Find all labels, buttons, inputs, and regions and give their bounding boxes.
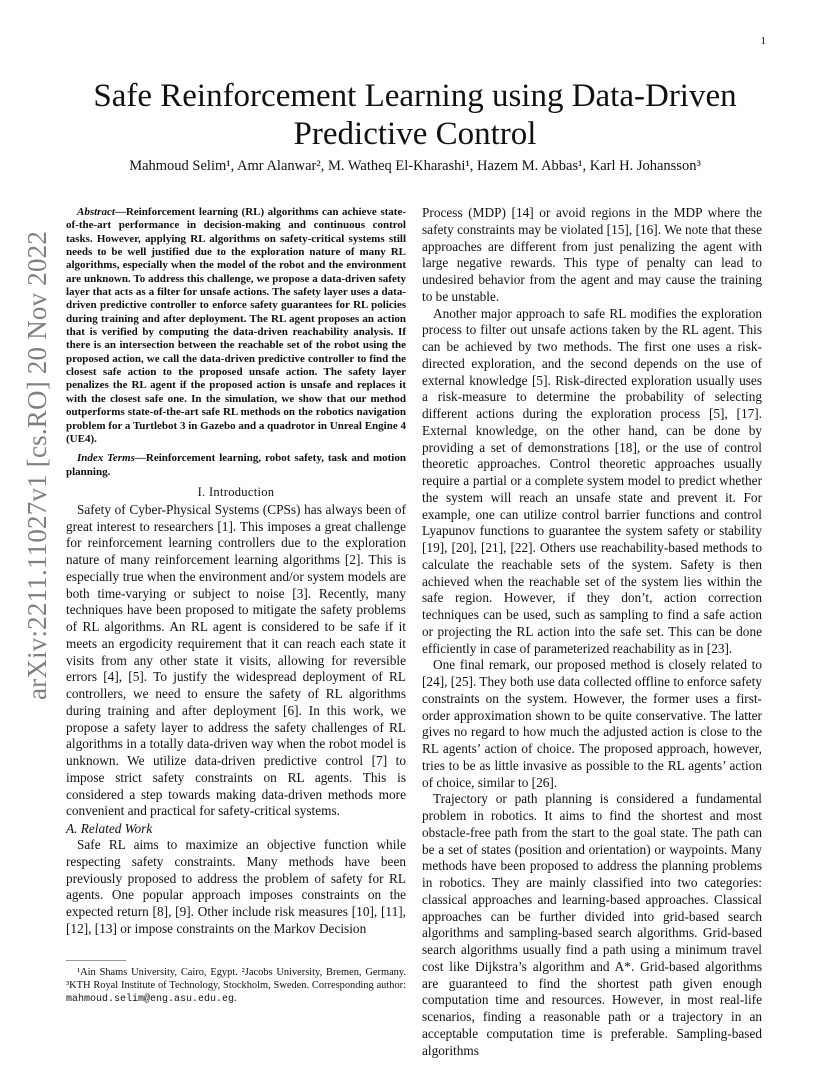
affiliation-footnote: [66, 966, 406, 1006]
abstract-label: Abstract: [77, 206, 115, 218]
section-heading-introduction: I. Introduction: [197, 484, 275, 499]
subsection-heading-related-work: A. Related Work: [66, 821, 153, 837]
page-number: 1: [760, 35, 766, 47]
index-terms: [66, 452, 406, 479]
related-work-paragraph-1: Safe RL aims to maximize an objective function while respecting safety constraints. Many methods have been previously proposed to address the problem of safety for RL agents. One popular approach imposes constraints on the expected return [8], [9]. Other include risk measures [10], [11], [12], [13] or impose constraints on the Markov Decision: [66, 837, 406, 936]
footnote-text: ¹Ain Shams University, Cairo, Egypt. ²Jacobs University, Bremen, Germany. ³KTH Royal Institute of Technology, Stockholm, Sweden. Corresponding author:: [66, 967, 406, 991]
paper-title: Safe Reinforcement Learning using Data-Driven Predictive Control: [93, 78, 737, 152]
index-terms-text: —Reinforcement learning, robot safety, task and motion planning.: [66, 452, 406, 478]
corresponding-email: mahmoud.selim@eng.asu.edu.eg: [66, 994, 235, 1005]
right-paragraph-exploration: Another major approach to safe RL modifies the exploration process to filter out unsafe actions taken by the RL agent. This can be achieved by two methods. The first one uses a risk-directed exploration, and the second depends on the use of external knowledge [5]. Risk-directed exploration usually uses a risk-measure to determine the probability of selecting different actions during the exploration process [5], [17]. External knowledge, on the other hand, can be done by providing a set of demonstrations [18], or the use of control theoretic approaches. Control theoretic approaches usually require a partial or a complete system model to predict whether the system will reach an unsafe state and prevent it. For example, one can utilize control barrier functions and control Lyapunov functions to guarantee the system safety or stability [19], [20], [21], [22]. Others use reachability-based methods to calculate the reachable sets of the system. Safety is then achieved when the reachable set of the system lies within the safe region. However, if they don’t, action correction techniques can be used, such as sampling to find a safe action or projecting the RL action into the safe set. This can be done efficiently in case of parameterized reachability as in [23].: [422, 305, 762, 656]
right-paragraph-trajectory-planning: Trajectory or path planning is considered a fundamental problem in robotics. It aims to find the shortest and most obstacle-free path from the start to the goal state. The path can be a set of states (position and orientation) or waypoints. Many methods have been proposed to address the planning problems in robotics. They are mainly classified into two categories: classical approaches and learning-based approaches. Classical approaches can be further divided into grid-based search algorithms and sampling-based search algorithms. Grid-based search algorithms usually find a path using a minimum travel cost like Dijkstra’s algorithm and A*. Grid-based algorithms are guaranteed to find the shortest path given enough computation time and resources. However, in most real-life scenarios, finding a reasonable path or a trajectory in an acceptable computation time is preferable. Sampling-based algorithms: [422, 791, 762, 1058]
abstract: [66, 206, 406, 446]
abstract-text: —Reinforcement learning (RL) algorithms can achieve state-of-the-art performance in decision-making and continuous control tasks. However, applying RL algorithms on safety-critical systems still needs to be well justified due to the exploration nature of many RL algorithms, especially when the model of the robot and the environment are unknown. To address this challenge, we propose a data-driven safety layer that acts as a filter for unsafe actions. The safety layer uses a data-driven predictive controller to enforce safety guarantees for RL policies during training and after deployment. The RL agent proposes an action that is verified by computing the data-driven reachability analysis. If there is an intersection between the reachable set of the robot using the proposed action, we call the data-driven predictive controller to find the closest safe action to the proposed unsafe action. The safety layer penalizes the RL agent if the proposed action is unsafe and replaces it with the closest safe one. In the simulation, we show that our method outperforms state-of-the-art safe RL methods on the robotics navigation problem for a Turtlebot 3 in Gazebo and a quadrotor in Unreal Engine 4 (UE4).: [66, 206, 406, 445]
right-column: [422, 205, 762, 1059]
author-list: Mahmoud Selim¹, Amr Alanwar², M. Watheq El-Kharashi¹, Hazem M. Abbas¹, Karl H. Johansson³: [129, 158, 701, 174]
arxiv-identifier-watermark: arXiv:2211.11027v1 [cs.RO] 20 Nov 2022: [22, 230, 52, 700]
intro-paragraph-1: Safety of Cyber-Physical Systems (CPSs) has always been of great interest to researchers [1]. This imposes a great challenge for reinforcement learning controllers due to the exploration nature of many reinforcement learning algorithms [2]. This is especially true when the environment and/or system models are both time-varying or subject to noise [3]. Recently, many techniques have been proposed to mitigate the safety problems of RL algorithms. An RL agent is considered to be safe if it meets an ergodicity requirement that it can reach each state it visits from any other state it visits, allowing for reversible errors [4], [5]. To justify the widespread deployment of RL controllers, we need to ensure the safety of RL algorithms during training and after deployment [6]. In this work, we propose a safety layer to address the safety challenges of RL algorithms in a totally data-driven way when the robot model is unknown. We utilize data-driven predictive control [7] to impose strict safety constraints on RL agents. This is considered a step towards making data-driven methods more convenient and practical for safety-critical systems.: [66, 501, 406, 819]
left-column: [66, 206, 406, 938]
right-paragraph-final-remark: One final remark, our proposed method is closely related to [24], [25]. They both use data collected offline to enforce safety constraints on the system. However, the former uses a first-order approximation shown to be quite conservative. The latter gives no regard to how much the adjusted action is close to the RL agents’ action of choice. The proposed approach, however, tries to be as little invasive as possible to the RL agents’ action of choice, similar to [26].: [422, 657, 762, 790]
right-paragraph-continued: Process (MDP) [14] or avoid regions in the MDP where the safety constraints may be violated [15], [16]. We note that these approaches are different from just penalizing the agent with large negative rewards. This type of penalty can lead to undesired behavior from the agent and may cause the training to be unstable.: [422, 205, 762, 304]
footnote-end: .: [234, 993, 237, 1004]
index-terms-label: Index Terms: [77, 452, 135, 465]
footnote-divider: [66, 960, 126, 961]
